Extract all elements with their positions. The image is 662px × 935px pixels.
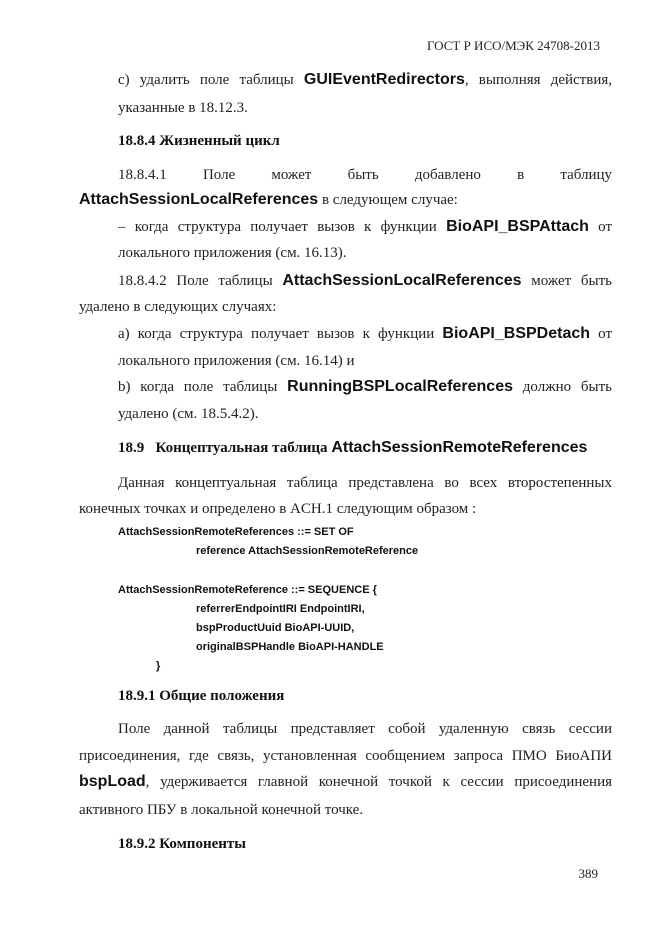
code-line: originalBSPHandle BioAPI-HANDLE xyxy=(196,641,384,653)
text-fragment: таблицу xyxy=(560,167,613,183)
page-number: 389 xyxy=(578,866,598,881)
section-heading: 18.9.1 Общие положения xyxy=(118,688,285,704)
text-fragment: в следующем случае: xyxy=(318,192,458,208)
standard-header: ГОСТ Р ИСО/МЭК 24708-2013 xyxy=(426,38,600,53)
term-guieventredirectors: GUIEventRedirectors xyxy=(303,71,465,88)
paragraph-line: Поле данной таблицы представляет собой удаленную связь сессии xyxy=(118,721,612,737)
text-fragment: в xyxy=(517,167,525,183)
paragraph-line xyxy=(118,218,612,236)
text-fragment: c) удалить поле таблицы xyxy=(118,72,294,88)
paragraph-line xyxy=(118,272,612,290)
paragraph-line xyxy=(118,166,612,184)
term-runningbsplocalreferences: RunningBSPLocalReferences xyxy=(287,378,513,395)
text-fragment: быть xyxy=(347,167,379,183)
text-fragment: , выполняя действия, xyxy=(464,72,612,88)
term-bioapi-bspdetach: BioAPI_BSPDetach xyxy=(442,325,591,342)
paragraph-line: указанные в 18.12.3. xyxy=(118,100,248,116)
term-bspload: bspLoad xyxy=(79,773,146,790)
text-fragment: от xyxy=(598,326,613,342)
text-fragment: может быть xyxy=(531,273,613,289)
paragraph-line: удалено в следующих случаях: xyxy=(79,299,277,315)
text-fragment: , удерживается главной конечной точкой к сессии присоединения xyxy=(145,774,612,790)
paragraph-line xyxy=(118,378,612,396)
section-heading: 18.9.2 Компоненты xyxy=(118,836,246,852)
text-fragment: добавлено xyxy=(414,167,481,183)
section-number: 18.9 xyxy=(118,440,145,456)
paragraph-line: активного ПБУ в локальной конечной точке. xyxy=(79,802,364,818)
term-bioapi-bspattach: BioAPI_BSPAttach xyxy=(446,218,589,235)
code-line: AttachSessionRemoteReference ::= SEQUENCE { xyxy=(118,584,377,596)
text-fragment: b) когда поле таблицы xyxy=(118,379,278,395)
clause-number: 18.8.4.1 xyxy=(118,167,167,183)
text-fragment: – когда структура получает вызов к функции xyxy=(118,219,437,235)
code-line: reference AttachSessionRemoteReference xyxy=(196,545,419,557)
paragraph-line xyxy=(118,325,612,343)
text-fragment: 18.8.4.2 Поле таблицы xyxy=(118,273,273,289)
code-line: bspProductUuid BioAPI-UUID, xyxy=(196,622,355,634)
term-attachsessionlocalreferences: AttachSessionLocalReferences xyxy=(282,272,522,289)
paragraph-line: присоединения, где связь, установленная сообщением запроса ПМО БиоАПИ xyxy=(79,748,612,764)
section-heading: 18.8.4 Жизненный цикл xyxy=(118,133,280,149)
paragraph-line xyxy=(118,71,612,89)
text-fragment: Поле xyxy=(202,167,236,183)
paragraph-line xyxy=(79,773,612,791)
text-fragment: a) когда структура получает вызов к функции xyxy=(118,326,435,342)
paragraph-line: удалено (см. 18.5.4.2). xyxy=(118,406,259,422)
code-line: referrerEndpointIRI EndpointIRI, xyxy=(196,603,365,615)
term-attachsessionlocalreferences: AttachSessionLocalReferences xyxy=(79,191,319,208)
section-heading xyxy=(118,439,587,457)
paragraph-line: локального приложения (см. 16.13). xyxy=(118,245,347,261)
section-title: Концептуальная таблица xyxy=(155,440,328,456)
text-fragment: должно быть xyxy=(522,379,612,395)
paragraph-line: конечных точках и определено в ACH.1 следующим образом : xyxy=(79,501,477,517)
text-fragment: может xyxy=(271,167,312,183)
paragraph-line: локального приложения (см. 16.14) и xyxy=(118,353,355,369)
paragraph-line xyxy=(79,191,458,209)
term-attachsessionremotereferences: AttachSessionRemoteReferences xyxy=(331,439,588,456)
text-fragment: от xyxy=(598,219,613,235)
paragraph-line: Данная концептуальная таблица представлена во всех второстепенных xyxy=(118,475,612,491)
code-line: AttachSessionRemoteReferences ::= SET OF xyxy=(118,526,354,538)
code-line: } xyxy=(156,660,161,672)
